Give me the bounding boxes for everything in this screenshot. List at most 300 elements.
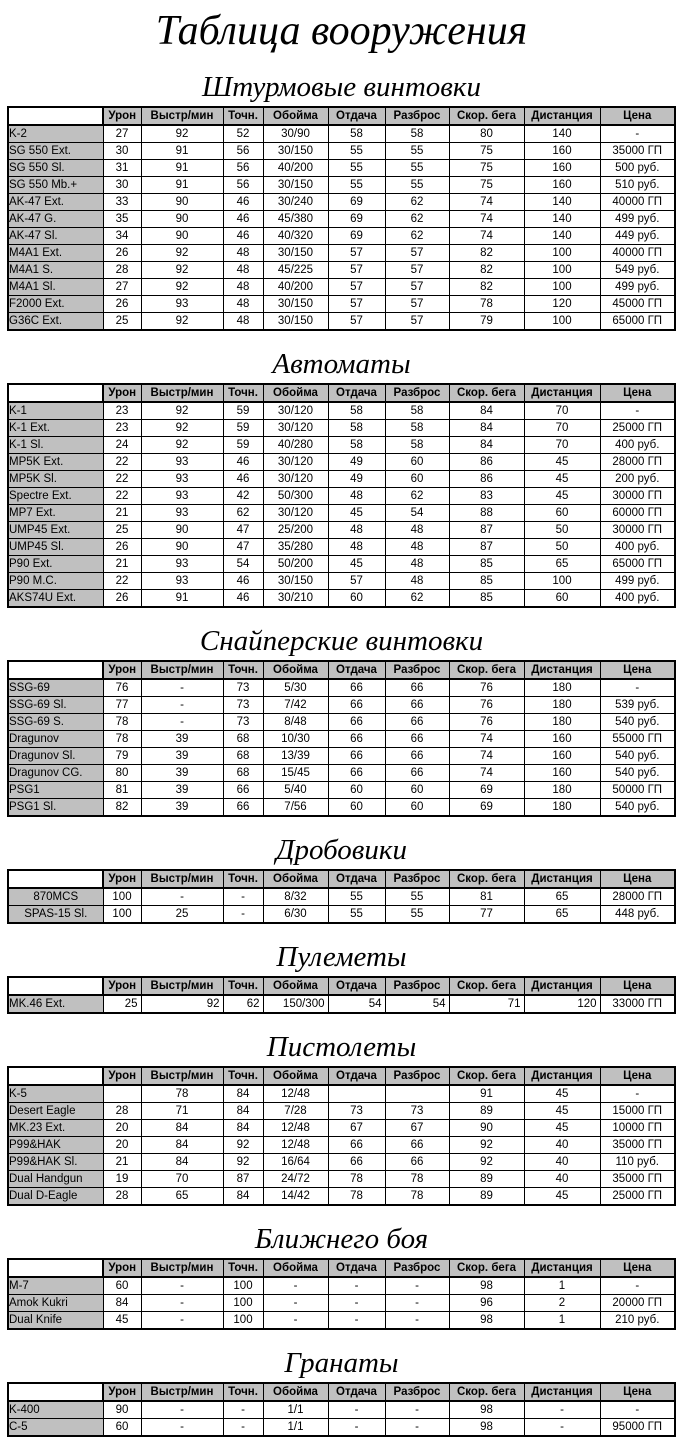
stat-cell: 78 [328,1171,385,1188]
weapon-section [0,348,683,608]
stat-cell: - [141,1277,223,1295]
column-header: Точн. [223,384,263,402]
stat-cell: 69 [328,211,385,228]
stat-cell: 14/42 [263,1188,328,1206]
stat-cell: 48 [223,245,263,262]
column-header: Цена [600,384,675,402]
stat-cell: 67 [385,1120,449,1137]
stat-cell: 46 [223,194,263,211]
stat-cell: 90 [141,194,223,211]
weapon-name-cell: P99&HAK Sl. [8,1154,103,1171]
table-row [8,765,675,782]
stat-cell: 45 [524,1188,600,1206]
stat-cell: 62 [223,995,263,1013]
table-row [8,1154,675,1171]
stat-cell: 180 [524,799,600,817]
stat-cell: 74 [449,748,524,765]
column-header: Точн. [223,661,263,679]
stat-cell: 45/225 [263,262,328,279]
stat-cell: 5/40 [263,782,328,799]
table-row [8,1277,675,1295]
stat-cell: 84 [449,402,524,420]
stat-cell: 499 руб. [600,573,675,590]
stat-cell: 45 [524,1120,600,1137]
stat-cell: 58 [385,420,449,437]
stat-cell: 84 [223,1103,263,1120]
stat-cell: 57 [385,279,449,296]
stat-cell: 180 [524,714,600,731]
stat-cell: 21 [103,556,141,573]
stat-cell: 91 [449,1085,524,1103]
stat-cell: 60 [103,1277,141,1295]
section-title: Штурмовые винтовки [202,71,481,103]
stat-cell: 66 [385,1154,449,1171]
stat-cell: 66 [328,697,385,714]
column-header: Дистанция [524,1383,600,1401]
stat-cell: 79 [449,313,524,331]
weapon-table [7,660,676,817]
weapon-name-cell: SSG-69 S. [8,714,103,731]
weapon-name-cell: P90 M.C. [8,573,103,590]
stat-cell: 78 [385,1171,449,1188]
stat-cell: 59 [223,437,263,454]
stat-cell: 75 [449,177,524,194]
stat-cell: - [600,1085,675,1103]
table-row [8,279,675,296]
stat-cell: 33000 ГП [600,995,675,1013]
stat-cell: 48 [223,296,263,313]
stat-cell: 78 [103,731,141,748]
column-header: Разброс [385,1259,449,1277]
stat-cell: 23 [103,402,141,420]
stat-cell: 100 [524,573,600,590]
weapon-name-cell: C-5 [8,1419,103,1437]
stat-cell: 1/1 [263,1401,328,1419]
stat-cell: 87 [449,539,524,556]
stat-cell: 55 [328,177,385,194]
stat-cell: - [141,1419,223,1437]
stat-cell: 66 [385,1137,449,1154]
weapon-name-cell: MP7 Ext. [8,505,103,522]
stat-cell: 93 [141,556,223,573]
section-title: Пистолеты [266,1031,417,1063]
corner-cell [8,870,103,888]
column-header: Разброс [385,977,449,995]
weapon-name-cell: MP5K Ext. [8,454,103,471]
column-header: Точн. [223,1067,263,1085]
stat-cell: 69 [328,194,385,211]
stat-cell: 75 [449,143,524,160]
stat-cell: - [263,1295,328,1312]
stat-cell: 100 [524,313,600,331]
table-row [8,799,675,817]
stat-cell: 66 [328,679,385,697]
stat-cell: 77 [449,906,524,924]
stat-cell: 89 [449,1188,524,1206]
column-header: Отдача [328,384,385,402]
header-row [8,661,675,679]
column-header: Урон [103,1067,141,1085]
stat-cell: 100 [103,888,141,906]
column-header: Выстр/мин [141,870,223,888]
stat-cell: 400 руб. [600,539,675,556]
stat-cell: 60 [524,590,600,608]
stat-cell: 92 [223,1154,263,1171]
weapon-section [0,1347,683,1437]
table-row [8,906,675,924]
stat-cell: 35000 ГП [600,1171,675,1188]
stat-cell: 70 [141,1171,223,1188]
stat-cell: 92 [141,402,223,420]
stat-cell: 92 [449,1137,524,1154]
weapon-name-cell: Dual Knife [8,1312,103,1330]
stat-cell: 2 [524,1295,600,1312]
weapon-section [0,625,683,817]
stat-cell: 57 [328,313,385,331]
stat-cell: - [524,1401,600,1419]
table-row [8,679,675,697]
stat-cell: 26 [103,296,141,313]
stat-cell: 500 руб. [600,160,675,177]
stat-cell: 33 [103,194,141,211]
stat-cell: 35000 ГП [600,1137,675,1154]
column-header: Выстр/мин [141,384,223,402]
weapon-name-cell: K-400 [8,1401,103,1419]
stat-cell: 66 [385,679,449,697]
stat-cell: 86 [449,454,524,471]
weapon-name-cell: P99&HAK [8,1137,103,1154]
stat-cell: 448 руб. [600,906,675,924]
stat-cell: 30/150 [263,245,328,262]
column-header: Отдача [328,1259,385,1277]
stat-cell: 540 руб. [600,748,675,765]
stat-cell: 66 [385,748,449,765]
stat-cell: 140 [524,228,600,245]
stat-cell: 549 руб. [600,262,675,279]
stat-cell: 92 [141,437,223,454]
table-row [8,505,675,522]
stat-cell: 40/320 [263,228,328,245]
column-header: Обойма [263,107,328,125]
weapon-table [7,383,676,608]
stat-cell: 84 [141,1137,223,1154]
stat-cell: 84 [141,1120,223,1137]
stat-cell: 80 [103,765,141,782]
stat-cell: 84 [223,1120,263,1137]
stat-cell: 7/56 [263,799,328,817]
stat-cell: 40 [524,1171,600,1188]
weapon-name-cell: UMP45 Sl. [8,539,103,556]
stat-cell: 180 [524,697,600,714]
stat-cell: - [141,888,223,906]
stat-cell: 39 [141,799,223,817]
column-header: Урон [103,107,141,125]
weapon-name-cell: M4A1 Ext. [8,245,103,262]
stat-cell: 56 [223,143,263,160]
stat-cell: 55 [385,160,449,177]
weapon-table [7,869,676,924]
stat-cell: 82 [449,245,524,262]
table-row [8,995,675,1013]
stat-cell: 50 [524,522,600,539]
stat-cell: 73 [328,1103,385,1120]
stat-cell: 30 [103,177,141,194]
stat-cell: 50/200 [263,556,328,573]
stat-cell: 81 [449,888,524,906]
stat-cell: 400 руб. [600,590,675,608]
stat-cell: 180 [524,782,600,799]
section-title: Гранаты [284,1347,399,1379]
stat-cell: 54 [223,556,263,573]
stat-cell: 1 [524,1312,600,1330]
table-row [8,143,675,160]
stat-cell: 160 [524,731,600,748]
column-header: Отдача [328,870,385,888]
weapon-table [7,106,676,331]
stat-cell: 7/28 [263,1103,328,1120]
stat-cell: 54 [385,995,449,1013]
weapon-name-cell: Spectre Ext. [8,488,103,505]
stat-cell: 79 [103,748,141,765]
section-title: Пулеметы [276,941,407,973]
stat-cell: 30/120 [263,420,328,437]
table-row [8,471,675,488]
stat-cell: 1 [524,1277,600,1295]
stat-cell: 82 [103,799,141,817]
stat-cell: 66 [385,714,449,731]
weapon-name-cell: M4A1 S. [8,262,103,279]
stat-cell: - [141,1401,223,1419]
stat-cell: 90 [141,522,223,539]
stat-cell: 8/32 [263,888,328,906]
stat-cell: 70 [524,437,600,454]
column-header: Обойма [263,1383,328,1401]
table-row [8,177,675,194]
stat-cell: - [385,1401,449,1419]
stat-cell: 8/48 [263,714,328,731]
stat-cell: 92 [141,125,223,143]
stat-cell: 20 [103,1137,141,1154]
column-header: Разброс [385,870,449,888]
stat-cell: 27 [103,279,141,296]
column-header: Урон [103,661,141,679]
stat-cell: 93 [141,505,223,522]
stat-cell: 74 [449,194,524,211]
stat-cell: 52 [223,125,263,143]
stat-cell: 73 [385,1103,449,1120]
stat-cell: 180 [524,679,600,697]
weapon-name-cell: UMP45 Ext. [8,522,103,539]
column-header: Цена [600,661,675,679]
weapon-name-cell: M4A1 Sl. [8,279,103,296]
stat-cell: - [141,697,223,714]
stat-cell: 84 [103,1295,141,1312]
stat-cell: 87 [449,522,524,539]
stat-cell: 48 [223,279,263,296]
stat-cell: 66 [385,731,449,748]
table-row [8,573,675,590]
table-row [8,194,675,211]
stat-cell: 39 [141,782,223,799]
column-header: Отдача [328,977,385,995]
stat-cell: 28 [103,262,141,279]
stat-cell: 46 [223,471,263,488]
table-row [8,590,675,608]
column-header: Урон [103,977,141,995]
stat-cell: 56 [223,160,263,177]
stat-cell: 78 [103,714,141,731]
stat-cell: 65 [524,906,600,924]
weapon-name-cell: K-1 Sl. [8,437,103,454]
stat-cell: 96 [449,1295,524,1312]
stat-cell: 100 [524,262,600,279]
stat-cell: 60 [524,505,600,522]
stat-cell: 160 [524,765,600,782]
stat-cell: 160 [524,143,600,160]
corner-cell [8,1383,103,1401]
column-header: Цена [600,977,675,995]
column-header: Дистанция [524,384,600,402]
column-header: Обойма [263,1067,328,1085]
stat-cell: 71 [449,995,524,1013]
stat-cell: 78 [449,296,524,313]
stat-cell: - [385,1312,449,1330]
page-title: Таблица вооружения [155,8,528,54]
stat-cell: 81 [103,782,141,799]
stat-cell: 78 [385,1188,449,1206]
stat-cell: 25000 ГП [600,420,675,437]
stat-cell: 48 [385,522,449,539]
stat-cell: 28 [103,1188,141,1206]
stat-cell: 93 [141,454,223,471]
column-header: Обойма [263,384,328,402]
stat-cell: 45 [524,1085,600,1103]
weapon-name-cell: Amok Kukri [8,1295,103,1312]
section-title: Ближнего боя [254,1223,429,1255]
stat-cell: 30/150 [263,177,328,194]
table-row [8,556,675,573]
stat-cell: 100 [223,1277,263,1295]
stat-cell: 76 [449,697,524,714]
stat-cell: - [141,1295,223,1312]
stat-cell: 65 [141,1188,223,1206]
stat-cell: 57 [385,313,449,331]
stat-cell: 30/240 [263,194,328,211]
table-row [8,296,675,313]
stat-cell: 58 [328,125,385,143]
stat-cell: 74 [449,211,524,228]
stat-cell: 40 [524,1154,600,1171]
column-header: Выстр/мин [141,1383,223,1401]
stat-cell: 30000 ГП [600,522,675,539]
stat-cell: 12/48 [263,1137,328,1154]
stat-cell: 30/90 [263,125,328,143]
stat-cell: - [263,1312,328,1330]
weapon-name-cell: P90 Ext. [8,556,103,573]
stat-cell: 62 [385,590,449,608]
stat-cell [103,1085,141,1103]
column-header: Дистанция [524,870,600,888]
stat-cell: 92 [141,279,223,296]
stat-cell: 40/200 [263,160,328,177]
column-header: Разброс [385,1383,449,1401]
stat-cell: - [141,679,223,697]
stat-cell: 46 [223,211,263,228]
weapon-name-cell: SG 550 Sl. [8,160,103,177]
stat-cell: 98 [449,1312,524,1330]
stat-cell: 24 [103,437,141,454]
stat-cell: 100 [524,279,600,296]
stat-cell: 25 [103,313,141,331]
weapon-name-cell: SPAS-15 Sl. [8,906,103,924]
stat-cell: 57 [328,296,385,313]
stat-cell: 58 [385,402,449,420]
column-header: Скор. бега [449,661,524,679]
stat-cell: 60 [328,799,385,817]
stat-cell: 499 руб. [600,211,675,228]
stat-cell: 66 [223,782,263,799]
stat-cell: 48 [328,539,385,556]
stat-cell: 510 руб. [600,177,675,194]
stat-cell: 40 [524,1137,600,1154]
stat-cell: 92 [141,262,223,279]
corner-cell [8,661,103,679]
stat-cell: 76 [449,714,524,731]
stat-cell: 67 [328,1120,385,1137]
weapon-table [7,1382,676,1437]
stat-cell: 75 [449,160,524,177]
stat-cell: 69 [449,799,524,817]
stat-cell: 60 [328,590,385,608]
stat-cell: 60 [385,782,449,799]
stat-cell: 540 руб. [600,799,675,817]
stat-cell: 27 [103,125,141,143]
stat-cell: 39 [141,748,223,765]
table-row [8,1188,675,1206]
stat-cell: 100 [223,1295,263,1312]
stat-cell: - [385,1419,449,1437]
stat-cell: 58 [328,420,385,437]
stat-cell: 91 [141,590,223,608]
stat-cell: 160 [524,748,600,765]
stat-cell: 539 руб. [600,697,675,714]
column-header: Разброс [385,1067,449,1085]
table-row [8,262,675,279]
table-row [8,522,675,539]
table-row [8,228,675,245]
column-header: Разброс [385,384,449,402]
table-row [8,1085,675,1103]
stat-cell: 23 [103,420,141,437]
table-row [8,245,675,262]
weapon-table [7,1066,676,1206]
stat-cell: 57 [328,262,385,279]
stat-cell: 55 [385,888,449,906]
stat-cell: 68 [223,731,263,748]
stat-cell: 25/200 [263,522,328,539]
stat-cell: 100 [103,906,141,924]
stat-cell: 89 [449,1171,524,1188]
stat-cell: 46 [223,590,263,608]
stat-cell: 66 [328,731,385,748]
stat-cell: - [600,402,675,420]
column-header: Скор. бега [449,384,524,402]
stat-cell: 60 [103,1419,141,1437]
stat-cell: 55 [328,160,385,177]
stat-cell: 50 [524,539,600,556]
stat-cell: - [600,125,675,143]
stat-cell: 28 [103,1103,141,1120]
